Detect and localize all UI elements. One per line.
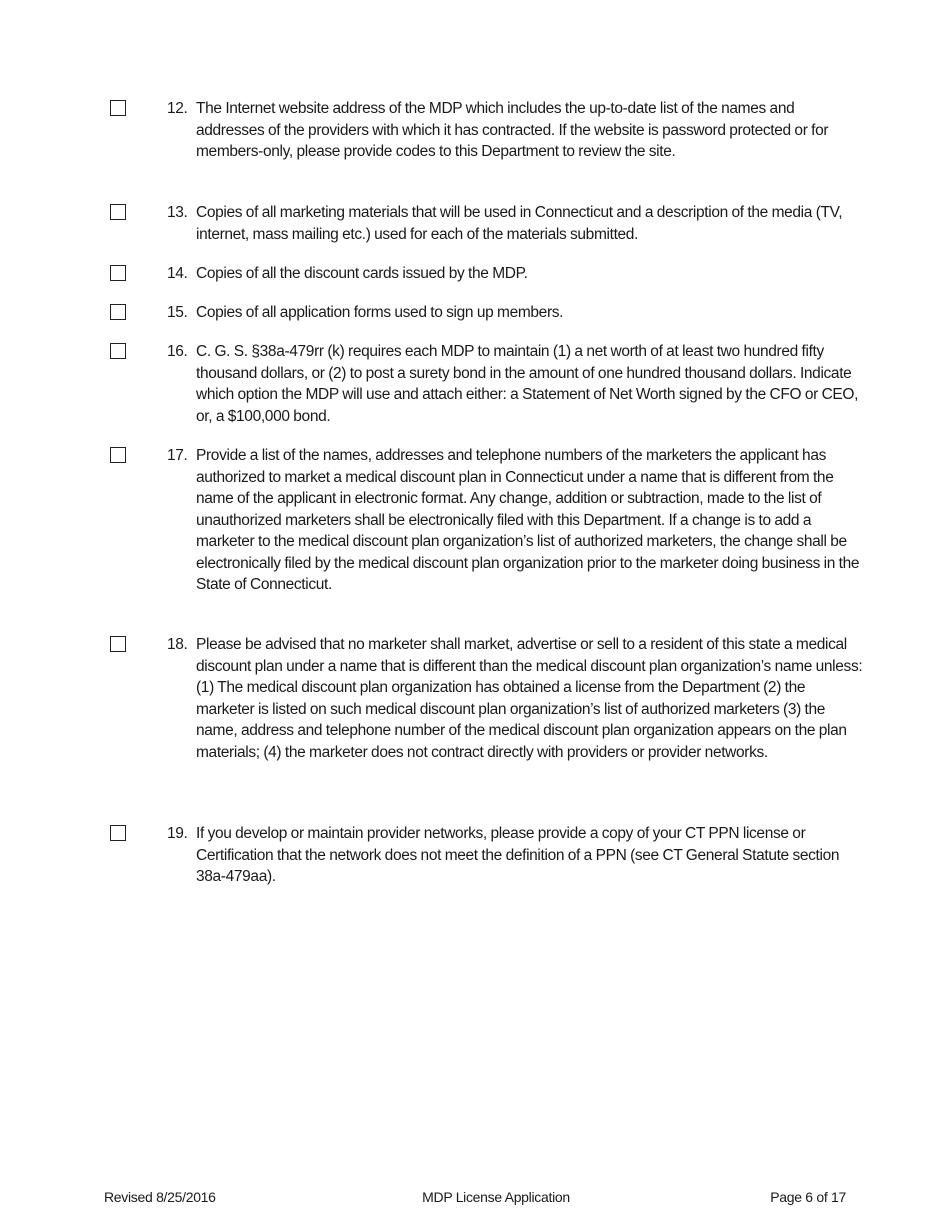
checkbox-item-17[interactable]	[110, 447, 126, 463]
item-number: 16.	[167, 343, 188, 360]
item-text: C. G. S. §38a-479rr (k) requires each MDP to maintain (1) a net worth of at least two hundred fifty thousand dollars, or (2) to post a surety bond in the amount of one hundred thousand dollars. Indicate which option the MDP will use and attach either: a Statement of Net Worth signed by the CFO or CEO, or, a $100,000 bond.	[196, 343, 859, 425]
checkbox-item-16[interactable]	[110, 343, 126, 359]
item-text: The Internet website address of the MDP which includes the up-to-date list of the names and addresses of the providers with which it has contracted. If the website is password protected or for members-only, please provide codes to this Department to review the site.	[196, 100, 829, 160]
item-text: If you develop or maintain provider networks, please provide a copy of your CT PPN license or Certification that the network does not meet the definition of a PPN (see CT General Statute section 38a-479aa).	[196, 825, 840, 885]
footer-document-title: MDP License Application	[422, 1189, 570, 1205]
checkbox-item-15[interactable]	[110, 304, 126, 320]
checkbox-item-14[interactable]	[110, 265, 126, 281]
item-text: Copies of all marketing materials that will be used in Connecticut and a description of the media (TV, internet, mass mailing etc.) used for each of the materials submitted.	[196, 204, 843, 243]
footer-revised-date: Revised 8/25/2016	[104, 1189, 216, 1205]
checkbox-item-12[interactable]	[110, 100, 126, 116]
footer-page-number: Page 6 of 17	[770, 1189, 846, 1205]
item-number: 18.	[167, 636, 188, 653]
item-text: Copies of all the discount cards issued by the MDP.	[196, 265, 528, 282]
item-text: Provide a list of the names, addresses and telephone numbers of the marketers the applicant has authorized to market a medical discount plan in Connecticut under a name that is different from the name of the applicant in electronic format. Any change, addition or subtraction, made to the list of unauthorized marketers shall be electronically filed with this Department. If a change is to add a marketer to the medical discount plan organization’s list of authorized marketers, the change shall be electronically filed by the medical discount plan organization prior to the marketer doing business in the State of Connecticut.	[196, 447, 860, 593]
item-number: 19.	[167, 825, 188, 842]
checkbox-item-13[interactable]	[110, 204, 126, 220]
item-number: 13.	[167, 204, 188, 221]
checkbox-item-18[interactable]	[110, 636, 126, 652]
item-number: 12.	[167, 100, 188, 117]
item-number: 14.	[167, 265, 188, 282]
item-text: Copies of all application forms used to sign up members.	[196, 304, 564, 321]
item-text: Please be advised that no marketer shall market, advertise or sell to a resident of this state a medical discount plan under a name that is different than the medical discount plan organization’s name unless: (1) The medical discount plan organization has obtained a license from the Department (2) the marketer is listed on such medical discount plan organization’s list of authorized marketers (3) the name, address and telephone number of the medical discount plan organization appears on the plan materials; (4) the marketer does not contract directly with providers or provider networks.	[196, 636, 863, 761]
checkbox-item-19[interactable]	[110, 825, 126, 841]
item-number: 17.	[167, 447, 188, 464]
item-number: 15.	[167, 304, 188, 321]
